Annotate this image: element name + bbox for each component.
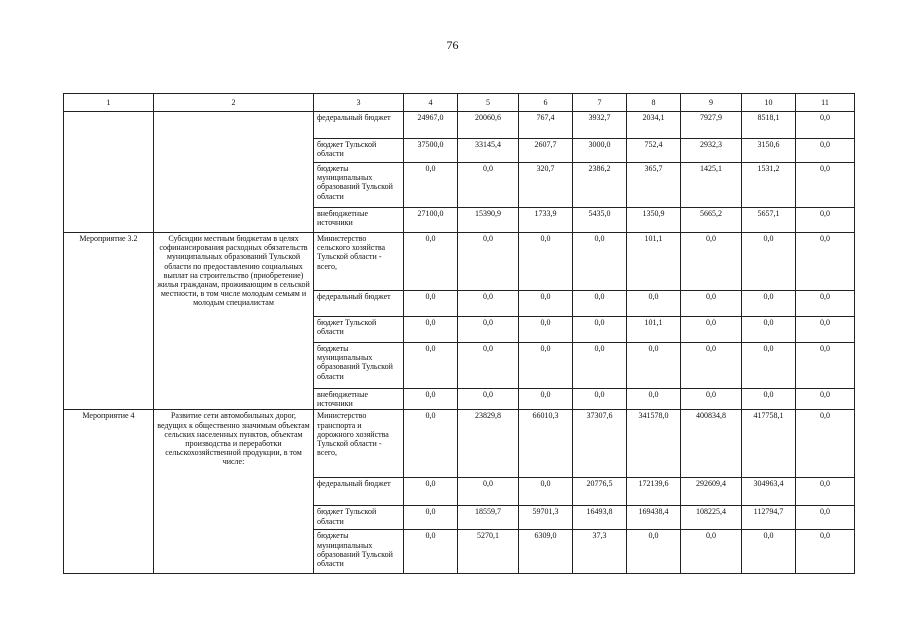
value-cell: 0,0 bbox=[404, 506, 458, 530]
value-cell: 0,0 bbox=[519, 478, 573, 506]
funding-source-cell: Министерство транспорта и дорожного хозяйства Тульской области - всего, bbox=[314, 410, 404, 478]
value-cell: 3932,7 bbox=[573, 112, 627, 139]
value-cell: 0,0 bbox=[796, 208, 855, 233]
column-header: 11 bbox=[796, 94, 855, 112]
table-row bbox=[64, 112, 855, 139]
funding-source-cell: Министерство сельского хозяйства Тульской области - всего, bbox=[314, 233, 404, 291]
value-cell: 0,0 bbox=[627, 343, 681, 389]
value-cell: 0,0 bbox=[573, 233, 627, 291]
value-cell: 1350,9 bbox=[627, 208, 681, 233]
value-cell: 23829,8 bbox=[458, 410, 519, 478]
value-cell: 0,0 bbox=[796, 112, 855, 139]
value-cell: 0,0 bbox=[742, 317, 796, 343]
value-cell: 304963,4 bbox=[742, 478, 796, 506]
value-cell: 5665,2 bbox=[681, 208, 742, 233]
value-cell: 0,0 bbox=[796, 410, 855, 478]
value-cell: 112794,7 bbox=[742, 506, 796, 530]
value-cell: 1531,2 bbox=[742, 163, 796, 208]
value-cell: 1733,9 bbox=[519, 208, 573, 233]
value-cell: 0,0 bbox=[519, 291, 573, 317]
value-cell: 15390,9 bbox=[458, 208, 519, 233]
value-cell: 8518,1 bbox=[742, 112, 796, 139]
value-cell: 0,0 bbox=[458, 478, 519, 506]
value-cell: 33145,4 bbox=[458, 139, 519, 163]
value-cell: 0,0 bbox=[681, 233, 742, 291]
value-cell: 0,0 bbox=[458, 317, 519, 343]
value-cell: 37,3 bbox=[573, 530, 627, 574]
value-cell: 0,0 bbox=[796, 343, 855, 389]
value-cell: 5270,1 bbox=[458, 530, 519, 574]
value-cell: 0,0 bbox=[796, 389, 855, 410]
value-cell: 3150,6 bbox=[742, 139, 796, 163]
value-cell: 6309,0 bbox=[519, 530, 573, 574]
funding-source-cell: бюджет Тульской области bbox=[314, 506, 404, 530]
activity-cell: Мероприятие 3.2 bbox=[64, 233, 154, 410]
value-cell: 0,0 bbox=[404, 530, 458, 574]
value-cell: 767,4 bbox=[519, 112, 573, 139]
value-cell: 16493,8 bbox=[573, 506, 627, 530]
value-cell: 400834,8 bbox=[681, 410, 742, 478]
value-cell: 24967,0 bbox=[404, 112, 458, 139]
value-cell: 0,0 bbox=[796, 530, 855, 574]
value-cell: 101,1 bbox=[627, 317, 681, 343]
value-cell: 66010,3 bbox=[519, 410, 573, 478]
column-header: 6 bbox=[519, 94, 573, 112]
value-cell: 20060,6 bbox=[458, 112, 519, 139]
value-cell: 0,0 bbox=[519, 233, 573, 291]
value-cell: 0,0 bbox=[573, 291, 627, 317]
value-cell: 2386,2 bbox=[573, 163, 627, 208]
value-cell: 169438,4 bbox=[627, 506, 681, 530]
funding-source-cell: федеральный бюджет bbox=[314, 112, 404, 139]
description-cell: Субсидии местным бюджетам в целях софинансирования расходных обязательств муниципальных образований Тульской области по предоставлению социальных выплат на строительство (приобретение) жилья гражданам, проживающим в сельской местности, в том числе молодым семьям и молодым специалистам bbox=[154, 233, 314, 410]
value-cell: 0,0 bbox=[404, 291, 458, 317]
value-cell: 0,0 bbox=[519, 343, 573, 389]
value-cell: 0,0 bbox=[742, 291, 796, 317]
funding-source-cell: внебюджетные источники bbox=[314, 389, 404, 410]
funding-source-cell: федеральный бюджет bbox=[314, 478, 404, 506]
value-cell: 320,7 bbox=[519, 163, 573, 208]
value-cell: 18559,7 bbox=[458, 506, 519, 530]
column-header: 8 bbox=[627, 94, 681, 112]
value-cell: 0,0 bbox=[681, 291, 742, 317]
value-cell: 0,0 bbox=[404, 317, 458, 343]
value-cell: 0,0 bbox=[796, 291, 855, 317]
column-header: 5 bbox=[458, 94, 519, 112]
value-cell: 0,0 bbox=[681, 317, 742, 343]
value-cell: 0,0 bbox=[627, 530, 681, 574]
column-header: 2 bbox=[154, 94, 314, 112]
value-cell: 0,0 bbox=[681, 343, 742, 389]
value-cell: 3000,0 bbox=[573, 139, 627, 163]
value-cell: 0,0 bbox=[458, 389, 519, 410]
value-cell: 0,0 bbox=[742, 389, 796, 410]
value-cell: 0,0 bbox=[796, 317, 855, 343]
value-cell: 0,0 bbox=[627, 291, 681, 317]
value-cell: 7927,9 bbox=[681, 112, 742, 139]
page-number: 76 bbox=[446, 38, 459, 52]
value-cell: 5435,0 bbox=[573, 208, 627, 233]
value-cell: 752,4 bbox=[627, 139, 681, 163]
activity-cell bbox=[64, 112, 154, 233]
value-cell: 37500,0 bbox=[404, 139, 458, 163]
value-cell: 417758,1 bbox=[742, 410, 796, 478]
value-cell: 0,0 bbox=[573, 343, 627, 389]
header-row bbox=[64, 94, 855, 112]
value-cell: 20776,5 bbox=[573, 478, 627, 506]
value-cell: 292609,4 bbox=[681, 478, 742, 506]
column-header: 4 bbox=[404, 94, 458, 112]
value-cell: 0,0 bbox=[573, 389, 627, 410]
column-header: 10 bbox=[742, 94, 796, 112]
value-cell: 0,0 bbox=[519, 389, 573, 410]
value-cell: 0,0 bbox=[404, 389, 458, 410]
value-cell: 0,0 bbox=[458, 343, 519, 389]
value-cell: 37307,6 bbox=[573, 410, 627, 478]
value-cell: 101,1 bbox=[627, 233, 681, 291]
funding-source-cell: федеральный бюджет bbox=[314, 291, 404, 317]
value-cell: 0,0 bbox=[404, 343, 458, 389]
value-cell: 0,0 bbox=[404, 233, 458, 291]
column-header: 7 bbox=[573, 94, 627, 112]
funding-source-cell: бюджет Тульской области bbox=[314, 139, 404, 163]
column-header: 1 bbox=[64, 94, 154, 112]
value-cell: 1425,1 bbox=[681, 163, 742, 208]
value-cell: 2932,3 bbox=[681, 139, 742, 163]
value-cell: 0,0 bbox=[742, 530, 796, 574]
column-header: 9 bbox=[681, 94, 742, 112]
value-cell: 59701,3 bbox=[519, 506, 573, 530]
funding-source-cell: бюджеты муниципальных образований Тульской области bbox=[314, 343, 404, 389]
budget-table bbox=[63, 93, 855, 574]
value-cell: 0,0 bbox=[796, 139, 855, 163]
value-cell: 2034,1 bbox=[627, 112, 681, 139]
value-cell: 108225,4 bbox=[681, 506, 742, 530]
value-cell: 0,0 bbox=[681, 389, 742, 410]
value-cell: 0,0 bbox=[458, 163, 519, 208]
value-cell: 2607,7 bbox=[519, 139, 573, 163]
value-cell: 0,0 bbox=[742, 233, 796, 291]
value-cell: 0,0 bbox=[458, 233, 519, 291]
value-cell: 0,0 bbox=[573, 317, 627, 343]
value-cell: 27100,0 bbox=[404, 208, 458, 233]
value-cell: 341578,0 bbox=[627, 410, 681, 478]
description-cell: Развитие сети автомобильных дорог, ведущих к общественно значимым объектам сельских населенных пунктов, объектам производства и переработки сельскохозяйственной продукции, в том числе: bbox=[154, 410, 314, 574]
value-cell: 0,0 bbox=[796, 478, 855, 506]
value-cell: 0,0 bbox=[404, 163, 458, 208]
table-row bbox=[64, 410, 855, 478]
value-cell: 0,0 bbox=[404, 410, 458, 478]
funding-source-cell: бюджеты муниципальных образований Тульской области bbox=[314, 163, 404, 208]
funding-source-cell: бюджеты муниципальных образований Тульской области bbox=[314, 530, 404, 574]
value-cell: 0,0 bbox=[627, 389, 681, 410]
table-row bbox=[64, 233, 855, 291]
value-cell: 0,0 bbox=[519, 317, 573, 343]
activity-cell: Мероприятие 4 bbox=[64, 410, 154, 574]
value-cell: 0,0 bbox=[681, 530, 742, 574]
value-cell: 0,0 bbox=[404, 478, 458, 506]
column-header: 3 bbox=[314, 94, 404, 112]
value-cell: 172139,6 bbox=[627, 478, 681, 506]
value-cell: 365,7 bbox=[627, 163, 681, 208]
value-cell: 0,0 bbox=[796, 233, 855, 291]
value-cell: 5657,1 bbox=[742, 208, 796, 233]
value-cell: 0,0 bbox=[742, 343, 796, 389]
value-cell: 0,0 bbox=[796, 506, 855, 530]
funding-source-cell: бюджет Тульской области bbox=[314, 317, 404, 343]
funding-source-cell: внебюджетные источники bbox=[314, 208, 404, 233]
value-cell: 0,0 bbox=[796, 163, 855, 208]
value-cell: 0,0 bbox=[458, 291, 519, 317]
description-cell bbox=[154, 112, 314, 233]
